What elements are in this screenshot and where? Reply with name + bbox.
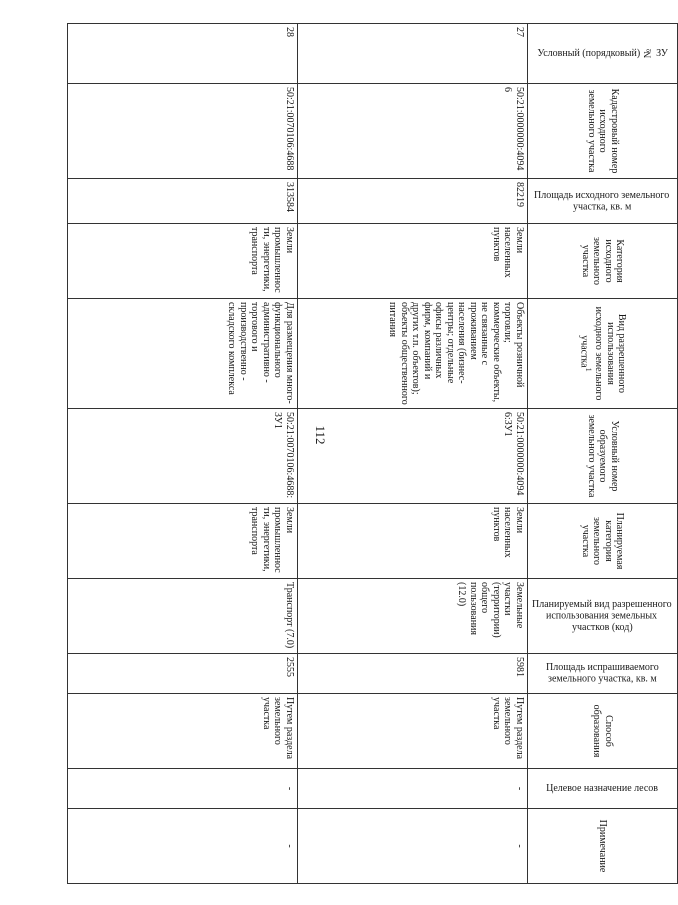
- header-cell-area-source: [528, 179, 678, 224]
- cell-forest-purpose: -: [298, 769, 528, 809]
- header-text: Площадь испрашиваемого земельного участка, кв. м: [546, 662, 659, 685]
- cell-category-planned: Земли населенных пунктов: [298, 504, 528, 579]
- table-header-row: [528, 24, 678, 884]
- header-cell-forest-purpose: [528, 769, 678, 809]
- cell-note: -: [298, 809, 528, 884]
- header-text: Планируемый вид разрешенного использования земельных участков (код): [532, 598, 673, 633]
- table-row: [298, 24, 528, 884]
- cell-use-planned: Транспорт (7.0): [68, 579, 298, 654]
- cell-num: 28: [68, 24, 298, 84]
- header-text: Целевое назначение лесов: [546, 782, 659, 794]
- header-superscript: 1: [583, 367, 593, 372]
- cell-category-planned: Земли промышленности, энергетики, транспорта: [68, 504, 298, 579]
- table-container: [226, 23, 678, 883]
- cell-category-source: Земли промышленности, энергетики, транспорта: [68, 224, 298, 299]
- cell-method: Путем раздела земельного участка: [298, 694, 528, 769]
- header-cell-use-source: [528, 299, 678, 409]
- header-cell-category-source: [528, 224, 678, 299]
- cell-forest-purpose: -: [68, 769, 298, 809]
- header-text: Условный (порядковый) № ЗУ: [537, 47, 668, 59]
- cell-new-number: 50:21:0070106:4688:ЗУ1: [68, 409, 298, 504]
- cell-use-planned: Земельные участки (территории) общего пользования (12.0): [298, 579, 528, 654]
- header-text: Площадь исходного земельного участка, кв. м: [534, 189, 671, 212]
- cell-use-source: Объекты розничной торговли; коммерческие объекты, не связанные с проживанием населения (бизнес-центры; отдельные офисы различных фирм, компаний и других т.п. объектов); объекты общественного питания: [298, 299, 528, 409]
- cell-category-source: Земли населенных пунктов: [298, 224, 528, 299]
- header-cell-num: [528, 24, 678, 84]
- cell-cadastral: 50:21:0000000:40946: [298, 84, 528, 179]
- cell-area-requested: 5981: [298, 654, 528, 694]
- cell-area-source: 313584: [68, 179, 298, 224]
- cell-use-source: Для размещения много-функционального административно - торгового и производственно - складского комплекса: [68, 299, 298, 409]
- header-text: Вид разрешенного использования исходного земельного участка: [578, 306, 628, 401]
- header-text: Условный номер образуемого земельного участка: [585, 414, 620, 498]
- header-cell-cadastral: [528, 84, 678, 179]
- header-text: Примечание: [597, 819, 609, 873]
- cell-cadastral: 50:21:0070106:4688: [68, 84, 298, 179]
- land-plots-table: [67, 23, 678, 884]
- header-text: Категория исходного земельного участка: [580, 237, 626, 285]
- header-cell-area-requested: [528, 654, 678, 694]
- cell-new-number: 50:21:0000000:40946:ЗУ1: [298, 409, 528, 504]
- header-text: Кадастровый номер исходного земельного участка: [585, 88, 620, 174]
- header-text: Способ образования: [591, 704, 614, 758]
- cell-num: 27: [298, 24, 528, 84]
- cell-area-requested: 2555: [68, 654, 298, 694]
- cell-area-source: 82219: [298, 179, 528, 224]
- table-row: [68, 24, 298, 884]
- page-number: 112: [313, 425, 328, 445]
- cell-note: -: [68, 809, 298, 884]
- header-cell-note: [528, 809, 678, 884]
- header-cell-use-planned: [528, 579, 678, 654]
- header-text: Планируемая категория земельного участка: [580, 512, 626, 570]
- header-cell-category-planned: [528, 504, 678, 579]
- header-cell-new-number: [528, 409, 678, 504]
- header-cell-method: [528, 694, 678, 769]
- cell-method: Путем раздела земельного участка: [68, 694, 298, 769]
